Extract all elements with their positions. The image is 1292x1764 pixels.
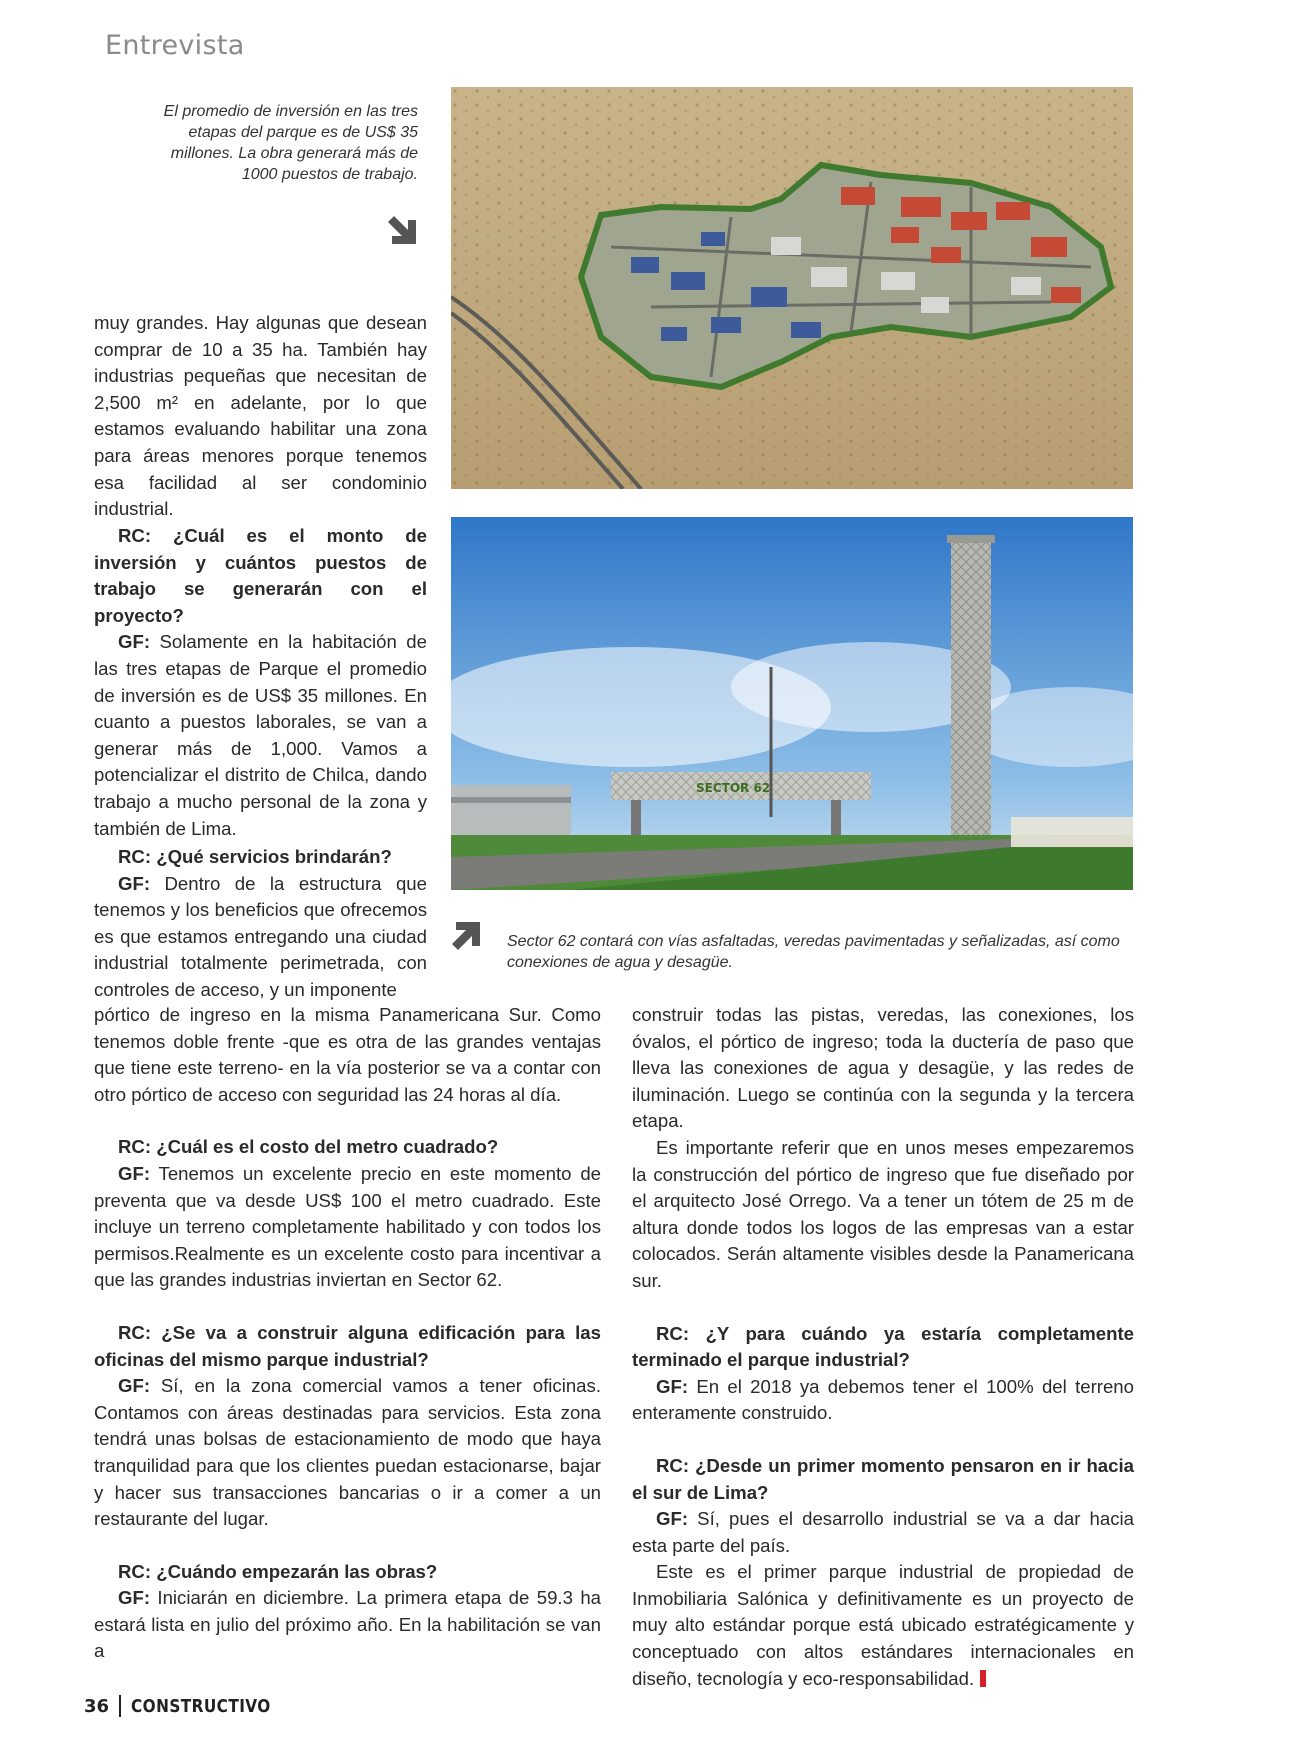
closing-paragraph: Este es el primer parque industrial de propiedad de Inmobiliaria Salónica y definitivamente es un proyecto de muy alto estándar porque está ubicado estratégicamente y conceptuado con altos estándares internacionales en diseño, tecnología y eco-responsabilidad. <box>632 1561 1134 1689</box>
intro-column <box>94 310 427 523</box>
industrial-park-aerial-render <box>451 87 1133 489</box>
image-caption-top: El promedio de inversión en las tres etapas del parque es de US$ 35 millones. La obra generará más de 1000 puestos de trabajo. <box>163 103 418 183</box>
intro-paragraph: muy grandes. Hay algunas que desean comprar de 10 a 35 ha. También hay industrias pequeñas que necesitan de 2,500 m² en adelante, por lo que estamos evaluando habilitar una zona para áreas menores porque tenemos esa facilidad al ser condominio industrial. <box>94 312 427 520</box>
answer: GF: Iniciarán en diciembre. La primera etapa de 59.3 ha estará lista en julio del próximo año. En la habilitación se van a <box>94 1587 601 1662</box>
qa-services <box>94 844 427 1004</box>
answer: GF: En el 2018 ya debemos tener el 100% del terreno enteramente construido. <box>632 1375 1134 1424</box>
question: RC: ¿Qué servicios brindarán? <box>118 846 392 867</box>
qa-investment <box>94 523 427 842</box>
question: RC: ¿Y para cuándo ya estaría completamente terminado el parque industrial? <box>632 1322 1134 1371</box>
right-column <box>632 1002 1134 1692</box>
question: RC: ¿Cuándo empezarán las obras? <box>118 1560 438 1582</box>
question: RC: ¿Cuál es el costo del metro cuadrado? <box>118 1136 499 1158</box>
magazine-name: CONSTRUCTIVO <box>131 1695 271 1717</box>
question: RC: ¿Cuál es el monto de inversión y cuántos puestos de trabajo se generarán con el proyecto? <box>94 525 427 626</box>
arrow-up-right-icon <box>448 918 484 954</box>
answer: GF: Sí, en la zona comercial vamos a tener oficinas. Contamos con áreas destinadas para servicios. Esta zona tendrá unas bolsas de estacionamiento de modo que haya tranquilidad para que los clientes puedan estacionarse, bajar y hacer sus transacciones bancarias o ir a comer a un restaurante del lugar. <box>94 1375 601 1530</box>
image-caption-portico: Sector 62 contará con vías asfaltadas, veredas pavimentadas y señalizadas, así como conexiones de agua y desagüe. <box>507 933 1120 971</box>
paragraph: Es importante referir que en unos meses empezaremos la construcción del pórtico de ingreso que fue diseñado por el arquitecto José Orrego. Va a tener un tótem de 25 m de altura donde todos los logos de las empresas van a estar colocados. Serán altamente visibles desde la Panamericana sur. <box>632 1136 1134 1291</box>
answer: GF: Sí, pues el desarrollo industrial se va a dar hacia esta parte del país. <box>632 1508 1134 1556</box>
question: RC: ¿Se va a construir alguna edificación para las oficinas del mismo parque industrial? <box>94 1321 601 1370</box>
footer-divider <box>119 1695 121 1717</box>
arrow-down-right-icon <box>384 212 420 248</box>
answer: GF: Dentro de la estructura que tenemos y los beneficios que ofrecemos es que estamos entregando una ciudad industrial totalmente perimetrada, con controles de acceso, y un imponente <box>94 872 427 1000</box>
left-column <box>94 1002 601 1665</box>
answer: GF: Tenemos un excelente precio en este momento de preventa que va desde US$ 100 el metro cuadrado. Este incluye un terreno completamente habilitado y con todos los permisos.Realmente es un excelente costo para incentivar a que las grandes industrias inviertan en Sector 62. <box>94 1162 601 1291</box>
answer-continuation: construir todas las pistas, veredas, las conexiones, los óvalos, el pórtico de ingreso; toda la ductería de paso que lleva las conexiones de agua y desagüe, y las redes de iluminación. Luego se continúa con la segunda y la tercera etapa. <box>632 1004 1134 1132</box>
end-mark-icon <box>980 1670 986 1687</box>
answer-continuation: pórtico de ingreso en la misma Panamericana Sur. Como tenemos doble frente -que es otra de las grandes ventajas que tiene este terreno- en la vía posterior se va a contar con otro pórtico de acceso con seguridad las 24 horas al día. <box>94 1004 601 1105</box>
question: RC: ¿Desde un primer momento pensaron en ir hacia el sur de Lima? <box>632 1454 1134 1503</box>
section-label: Entrevista <box>105 30 245 61</box>
page-number: 36 <box>84 1695 110 1717</box>
entrance-portico-render <box>451 517 1133 890</box>
page-footer <box>84 1693 295 1719</box>
gate-sign: SECTOR 62 <box>696 781 771 795</box>
answer: GF: Solamente en la habitación de las tres etapas de Parque el promedio de inversión es de US$ 35 millones. En cuanto a puestos laborales, se van a generar más de 1,000. Vamos a potencializar el distrito de Chilca, dando trabajo a mucho personal de la zona y también de Lima. <box>94 631 427 839</box>
